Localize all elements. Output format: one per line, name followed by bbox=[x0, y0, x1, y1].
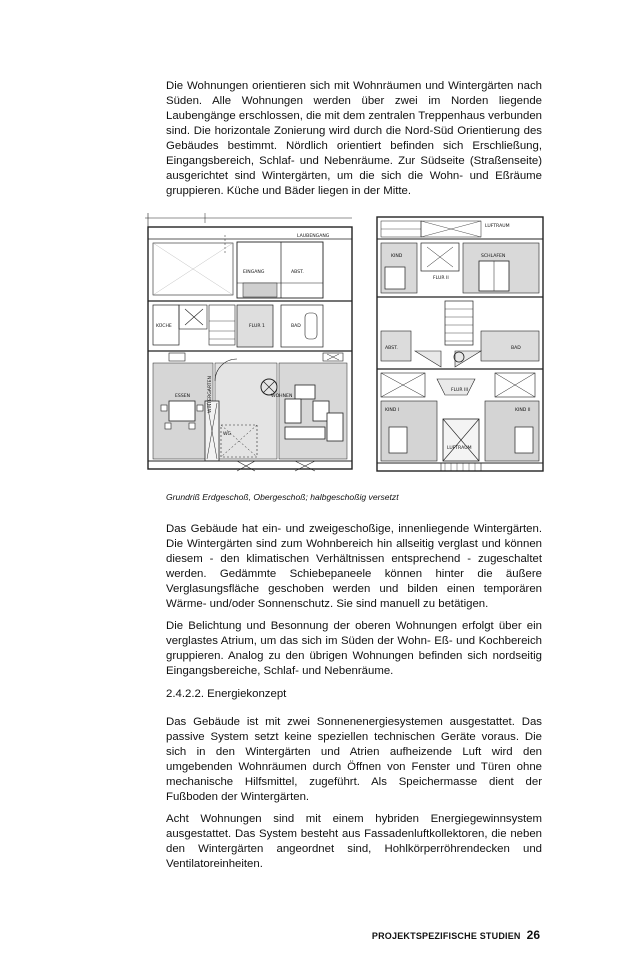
footer-title: PROJEKTSPEZIFISCHE STUDIEN bbox=[371, 931, 521, 941]
label-flur1: FLUR 1 bbox=[249, 324, 265, 329]
label-luftraum-top: LUFTRAUM bbox=[485, 224, 510, 229]
label-kind2: KIND II bbox=[515, 408, 531, 413]
floor-plan-drawing bbox=[145, 213, 547, 475]
intro-paragraph: Die Wohnungen orientieren sich mit Wohnräumen und Wintergärten nach Süden. Alle Wohnungen werden über zwei im Norden liegende Laubengänge erschlossen, die mit dem zentralen Treppenhaus verbunden sind. Die horizontale Zonierung wird durch die Nord-Süd Orientierung des Gebäudes bestimmt. Nördlich orientiert befinden sich Erschließung, Eingangsbereich, Schlaf- und Nebenräume. Zur Südseite (Straßenseite) ausgerichtet sind Wintergärten, um die sich die Wohn- und Eßräume gruppieren. Küche und Bäder liegen in der Mitte. bbox=[166, 80, 542, 197]
label-eingang: EINGANG bbox=[243, 270, 265, 275]
label-kuche: KÜCHE bbox=[156, 324, 172, 329]
label-flur3: FLUR III bbox=[451, 388, 469, 393]
label-flur2: FLUR II bbox=[433, 276, 449, 281]
label-bad-upper: BAD bbox=[511, 346, 521, 351]
label-wg: WG bbox=[223, 432, 232, 437]
passive-system-paragraph: Das Gebäude ist mit zwei Sonnenenergiesystemen ausgestattet. Das passive System setzt keine speziellen technischen Geräte voraus. Die sich in den Wintergärten und Atrien aufheizende Luft wird den umgebenden Wohnräumen durch Öffnen von Fenster und Türen ohne mechanische Hilfsmittel, zugeführt. Als Speichermasse dient der Fußboden der Wintergärten. bbox=[166, 716, 542, 803]
page-footer bbox=[372, 928, 540, 942]
label-essen: ESSEN bbox=[175, 394, 191, 399]
figure-caption: Grundriß Erdgeschoß, Obergeschoß; halbgeschoßig versetzt bbox=[166, 492, 399, 502]
hybrid-system-paragraph: Acht Wohnungen sind mit einem hybriden Energiegewinnsystem ausgestattet. Das System besteht aus Fassadenluftkollektoren, die neben den Wintergärten angeordnet sind, Hohlkörperröhrendecken und Ventilatoreinheiten. bbox=[166, 813, 542, 870]
label-bad: BAD bbox=[291, 324, 301, 329]
belichtung-paragraph: Die Belichtung und Besonnung der oberen Wohnungen erfolgt über ein verglastes Atrium, um das sich im Süden der Wohn- Eß- und Kochbereich gruppieren. Analog zu den übrigen Wohnungen befinden sich nordseitig Eingangsbereiche, Schlaf- und Nebenräume. bbox=[166, 620, 542, 677]
label-kind: KIND bbox=[391, 254, 403, 259]
floor-plan-figure bbox=[145, 213, 547, 475]
label-abst: ABST. bbox=[291, 270, 304, 275]
section-heading: 2.4.2.2. Energiekonzept bbox=[166, 688, 287, 700]
label-abst-upper: ABST. bbox=[385, 346, 398, 351]
label-wintergarten: WINTERGARTEN bbox=[208, 376, 213, 413]
wintergarten-paragraph: Das Gebäude hat ein- und zweigeschoßige, innenliegende Wintergärten. Die Wintergärten sind zum Wohnbereich hin allseitig verglast und können diesem - den klimatischen Verhältnissen entsprechend - zugeschaltet werden. Gedämmte Schiebepaneele können hinter die äußere Verglasungsfläche geschoben werden und bilden einen temporären Wärme- und/oder Sonnenschutz. Sie sind manuell zu betätigen. bbox=[166, 523, 542, 610]
label-laubengang: LAUBENGANG bbox=[297, 234, 330, 239]
label-luftraum-bottom: LUFTRAUM bbox=[447, 446, 472, 451]
label-wohnen: WOHNEN bbox=[271, 394, 293, 399]
label-kind1: KIND I bbox=[385, 408, 400, 413]
page-number: 26 bbox=[526, 928, 540, 942]
label-schlafen: SCHLAFEN bbox=[481, 254, 506, 259]
left-floor-plan bbox=[145, 213, 352, 471]
